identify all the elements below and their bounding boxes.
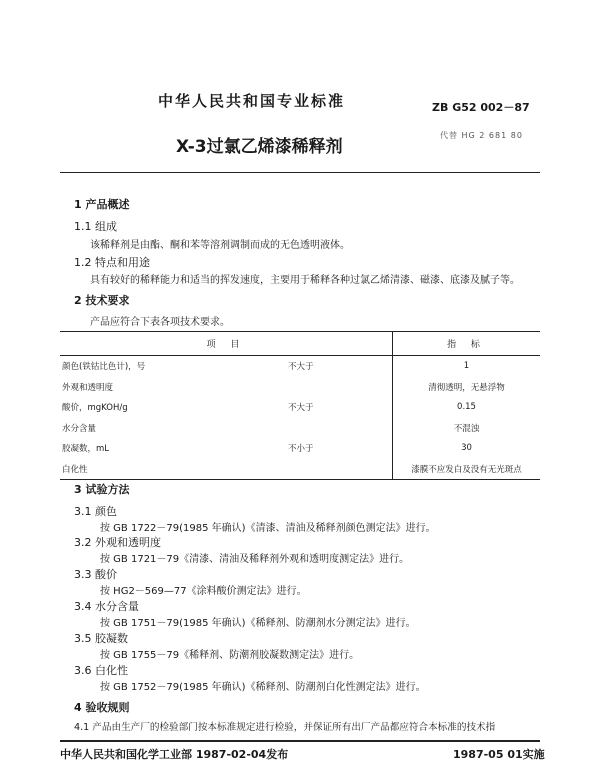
footer-divider xyxy=(60,740,540,742)
spec-table-header xyxy=(60,332,540,356)
section-3-1-text: 按 GB 1722－79(1985 年确认)《清漆、清油及稀释剂颜色测定法》进行。 xyxy=(100,523,436,534)
spec-table xyxy=(60,331,540,480)
spec-header-item: 项 目 xyxy=(60,332,393,356)
spec-item: 酸价，mgKOH/g xyxy=(62,403,128,414)
table-row xyxy=(60,418,540,439)
section-3-3-heading: 3.3 酸价 xyxy=(74,568,117,581)
section-3-4-text: 按 GB 1751－79(1985 年确认)《稀释剂、防潮剂水分测定法》进行。 xyxy=(100,618,416,629)
spec-limit: 不大于 xyxy=(288,403,314,414)
replaces-standard: 代替 HG 2 681 80 xyxy=(440,131,523,140)
spec-item: 水分含量 xyxy=(62,423,97,434)
table-row xyxy=(60,438,540,459)
spec-limit xyxy=(288,377,393,398)
issue-statement: 中华人民共和国化学工业部 1987-02-04发布 xyxy=(60,748,289,761)
section-3-6-heading: 3.6 白化性 xyxy=(74,664,128,677)
spec-item: 外观和透明度 xyxy=(62,382,114,393)
spec-value: 不混浊 xyxy=(393,418,541,439)
spec-limit xyxy=(288,459,393,480)
spec-value: 漆膜不应发白及没有无光斑点 xyxy=(393,459,541,480)
spec-value: 0.15 xyxy=(393,397,541,418)
standard-code: ZB G52 002－87 xyxy=(432,101,530,114)
table-row xyxy=(60,356,540,377)
table-row xyxy=(60,397,540,418)
table-row xyxy=(60,459,540,480)
spec-header-index: 指 标 xyxy=(393,332,541,356)
spec-limit: 不大于 xyxy=(288,362,314,373)
section-4-1-text: 4.1 产品由生产厂的检验部门按本标准规定进行检验，并保证所有出厂产品都应符合本标准的技术指 xyxy=(74,722,496,733)
section-2-heading: 2 技术要求 xyxy=(74,294,130,307)
section-3-2-text: 按 GB 1721－79《清漆、清油及稀释剂外观和透明度测定法》进行。 xyxy=(100,554,410,565)
standard-type: 中华人民共和国专业标准 xyxy=(158,92,346,110)
section-2-intro: 产品应符合下表各项技术要求。 xyxy=(90,317,230,328)
section-4-heading: 4 验收规则 xyxy=(74,701,130,714)
section-1-2-heading: 1.2 特点和用途 xyxy=(74,256,150,269)
section-3-3-text: 按 HG2－569—77《涂料酸价测定法》进行。 xyxy=(100,586,307,597)
spec-value: 30 xyxy=(393,438,541,459)
spec-item: 胶凝数，mL xyxy=(62,444,110,455)
header-divider xyxy=(60,172,540,173)
section-1-heading: 1 产品概述 xyxy=(74,198,130,211)
section-3-5-text: 按 GB 1755－79《稀释剂、防潮剂胶凝数测定法》进行。 xyxy=(100,650,360,661)
section-3-6-text: 按 GB 1752－79(1985 年确认)《稀释剂、防潮剂白化性测定法》进行。 xyxy=(100,682,426,693)
section-1-2-text: 具有较好的稀释能力和适当的挥发速度，主要用于稀释各种过氯乙烯清漆、磁漆、底漆及腻子等。 xyxy=(90,275,520,286)
section-3-heading: 3 试验方法 xyxy=(74,483,130,496)
section-1-1-text: 该稀释剂是由酯、酮和苯等溶剂调制而成的无色透明液体。 xyxy=(90,240,350,251)
section-3-2-heading: 3.2 外观和透明度 xyxy=(74,536,161,549)
spec-value: 清彻透明，无悬浮物 xyxy=(393,377,541,398)
effective-date: 1987-05 01实施 xyxy=(453,748,545,761)
section-1-1-heading: 1.1 组成 xyxy=(74,220,117,233)
section-3-4-heading: 3.4 水分含量 xyxy=(74,600,139,613)
document-title: X-3过氯乙烯漆稀释剂 xyxy=(176,137,343,157)
section-3-5-heading: 3.5 胶凝数 xyxy=(74,632,128,645)
table-row xyxy=(60,377,540,398)
spec-value: 1 xyxy=(393,356,541,377)
spec-item: 白化性 xyxy=(60,459,288,480)
spec-limit xyxy=(288,418,393,439)
section-3-1-heading: 3.1 颜色 xyxy=(74,505,117,518)
spec-item: 颜色(铁钴比色计)，号 xyxy=(62,362,146,373)
spec-limit: 不小于 xyxy=(288,444,314,455)
